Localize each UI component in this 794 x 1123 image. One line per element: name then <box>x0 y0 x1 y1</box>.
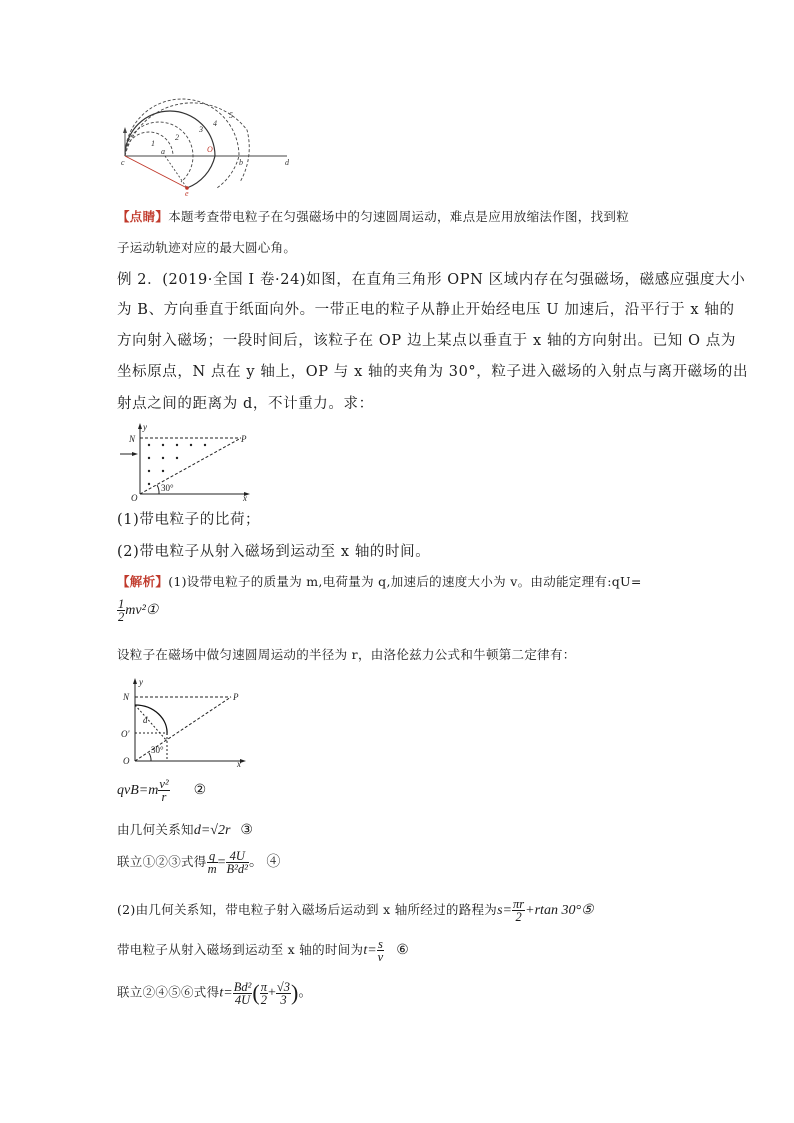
solution-tag: 【解析】 <box>117 574 169 589</box>
fig3-label-O: O <box>123 756 130 766</box>
solution-line-4: 带电粒子从射入磁场到运动至 x 轴的时间为t= $\frac{s}{v}$ ⑥ <box>117 937 409 964</box>
fig3-label-P: P <box>233 692 239 702</box>
comment-line-1: 【点睛】本题考查带电粒子在匀强磁场中的匀速圆周运动，难点是应用放缩法作图，找到粒 <box>117 209 630 224</box>
comment-tag: 【点睛】 <box>117 209 169 224</box>
example-line-4: 坐标原点，N 点在 y 轴上，OP 与 x 轴的夹角为 30°，粒子进入磁场的入射点与离开磁场的出 <box>117 364 749 380</box>
fig2-label-N: N <box>129 434 136 444</box>
label-O: O <box>207 145 213 154</box>
solution-line-2: 设粒子在磁场中做匀速圆周运动的半径为 r，由洛伦兹力公式和牛顿第二定律有： <box>117 647 576 662</box>
figure-expanding-circles <box>115 100 295 198</box>
fig3-label-N: N <box>123 692 130 702</box>
equation-3: 由几何关系知d=√2r ③ <box>117 822 253 838</box>
circle-3 <box>125 111 215 188</box>
label-1: 1 <box>151 139 155 148</box>
edge-OP <box>140 438 241 494</box>
label-e: e <box>185 189 189 198</box>
question-2: (2)带电粒子从射入磁场到运动至 x 轴的时间。 <box>117 544 431 560</box>
fig3-label-d: d <box>143 715 148 725</box>
fig2-label-y: y <box>143 422 147 432</box>
label-2: 2 <box>175 133 179 142</box>
fig3-label-y: y <box>139 677 143 687</box>
example-line-2: 为 B、方向垂直于纸面向外。一带正电的粒子从静止开始经电压 U 加速后，沿平行于 x 轴的 <box>117 302 735 318</box>
fig2-label-O: O <box>131 493 138 503</box>
solution-line-1: 【解析】(1)设带电粒子的质量为 m,电荷量为 q,加速后的速度大小为 v。由动能定理有:qU= <box>117 574 642 589</box>
fig2-label-x: x <box>243 493 247 503</box>
question-1: (1)带电粒子的比荷； <box>117 512 261 528</box>
eq1-fraction: $\frac{1}{2}$ <box>118 597 125 624</box>
label-b: b <box>239 158 243 167</box>
solution-line-3: (2)由几何关系知，带电粒子射入磁场后运动到 x 轴所经过的路程为s= $\frac{\pi r}{2}$ +rtan 30°⑤ <box>117 897 594 924</box>
label-5: 5 <box>229 111 233 120</box>
comment-line-2: 子运动轨迹对应的最大圆心角。 <box>117 240 297 255</box>
label-a: a <box>161 147 165 156</box>
equation-1: $\frac{1}{2}$ mv²① <box>118 597 159 624</box>
figure-trajectory <box>115 675 255 767</box>
fig3-label-x: x <box>237 759 241 769</box>
label-c: c <box>121 158 125 167</box>
solution-line-5: 联立②④⑤⑥式得t= $\frac{\text{Bd²}}{4U}$ ( $\frac{\pi}{2}$ + $\frac{√3}{3}$ )。 <box>117 979 313 1007</box>
equation-4: 联立①②③式得 $\frac{q}{m}$ = $\frac{4U}{\text{B²d²}}$ 。 ④ <box>117 849 281 876</box>
label-4: 4 <box>213 119 217 128</box>
label-3: 3 <box>199 125 203 134</box>
trajectory-arc <box>135 705 167 735</box>
example-line-1: 例 2．(2019·全国 I 卷·24)如图，在直角三角形 OPN 区域内存在匀强磁场，磁感应强度大小 <box>117 272 746 288</box>
fig3-label-Oprime: O' <box>121 729 130 739</box>
fig2-label-30: 30° <box>161 483 174 493</box>
example-line-3: 方向射入磁场；一段时间后，该粒子在 OP 边上某点以垂直于 x 轴的方向射出。已知 O 点为 <box>117 333 736 349</box>
example-line-5: 射点之间的距离为 d，不计重力。求： <box>117 396 374 412</box>
fig2-label-P: P <box>241 434 247 444</box>
figure-triangle-field <box>115 420 255 502</box>
circle-2 <box>125 122 193 182</box>
chord-ae <box>165 156 187 188</box>
chord-ce <box>125 156 187 188</box>
label-d: d <box>285 158 289 167</box>
equation-2: qvB=m $\frac{\text{v²}}{r}$ ② <box>117 777 207 804</box>
fig3-label-30: 30° <box>151 745 164 755</box>
